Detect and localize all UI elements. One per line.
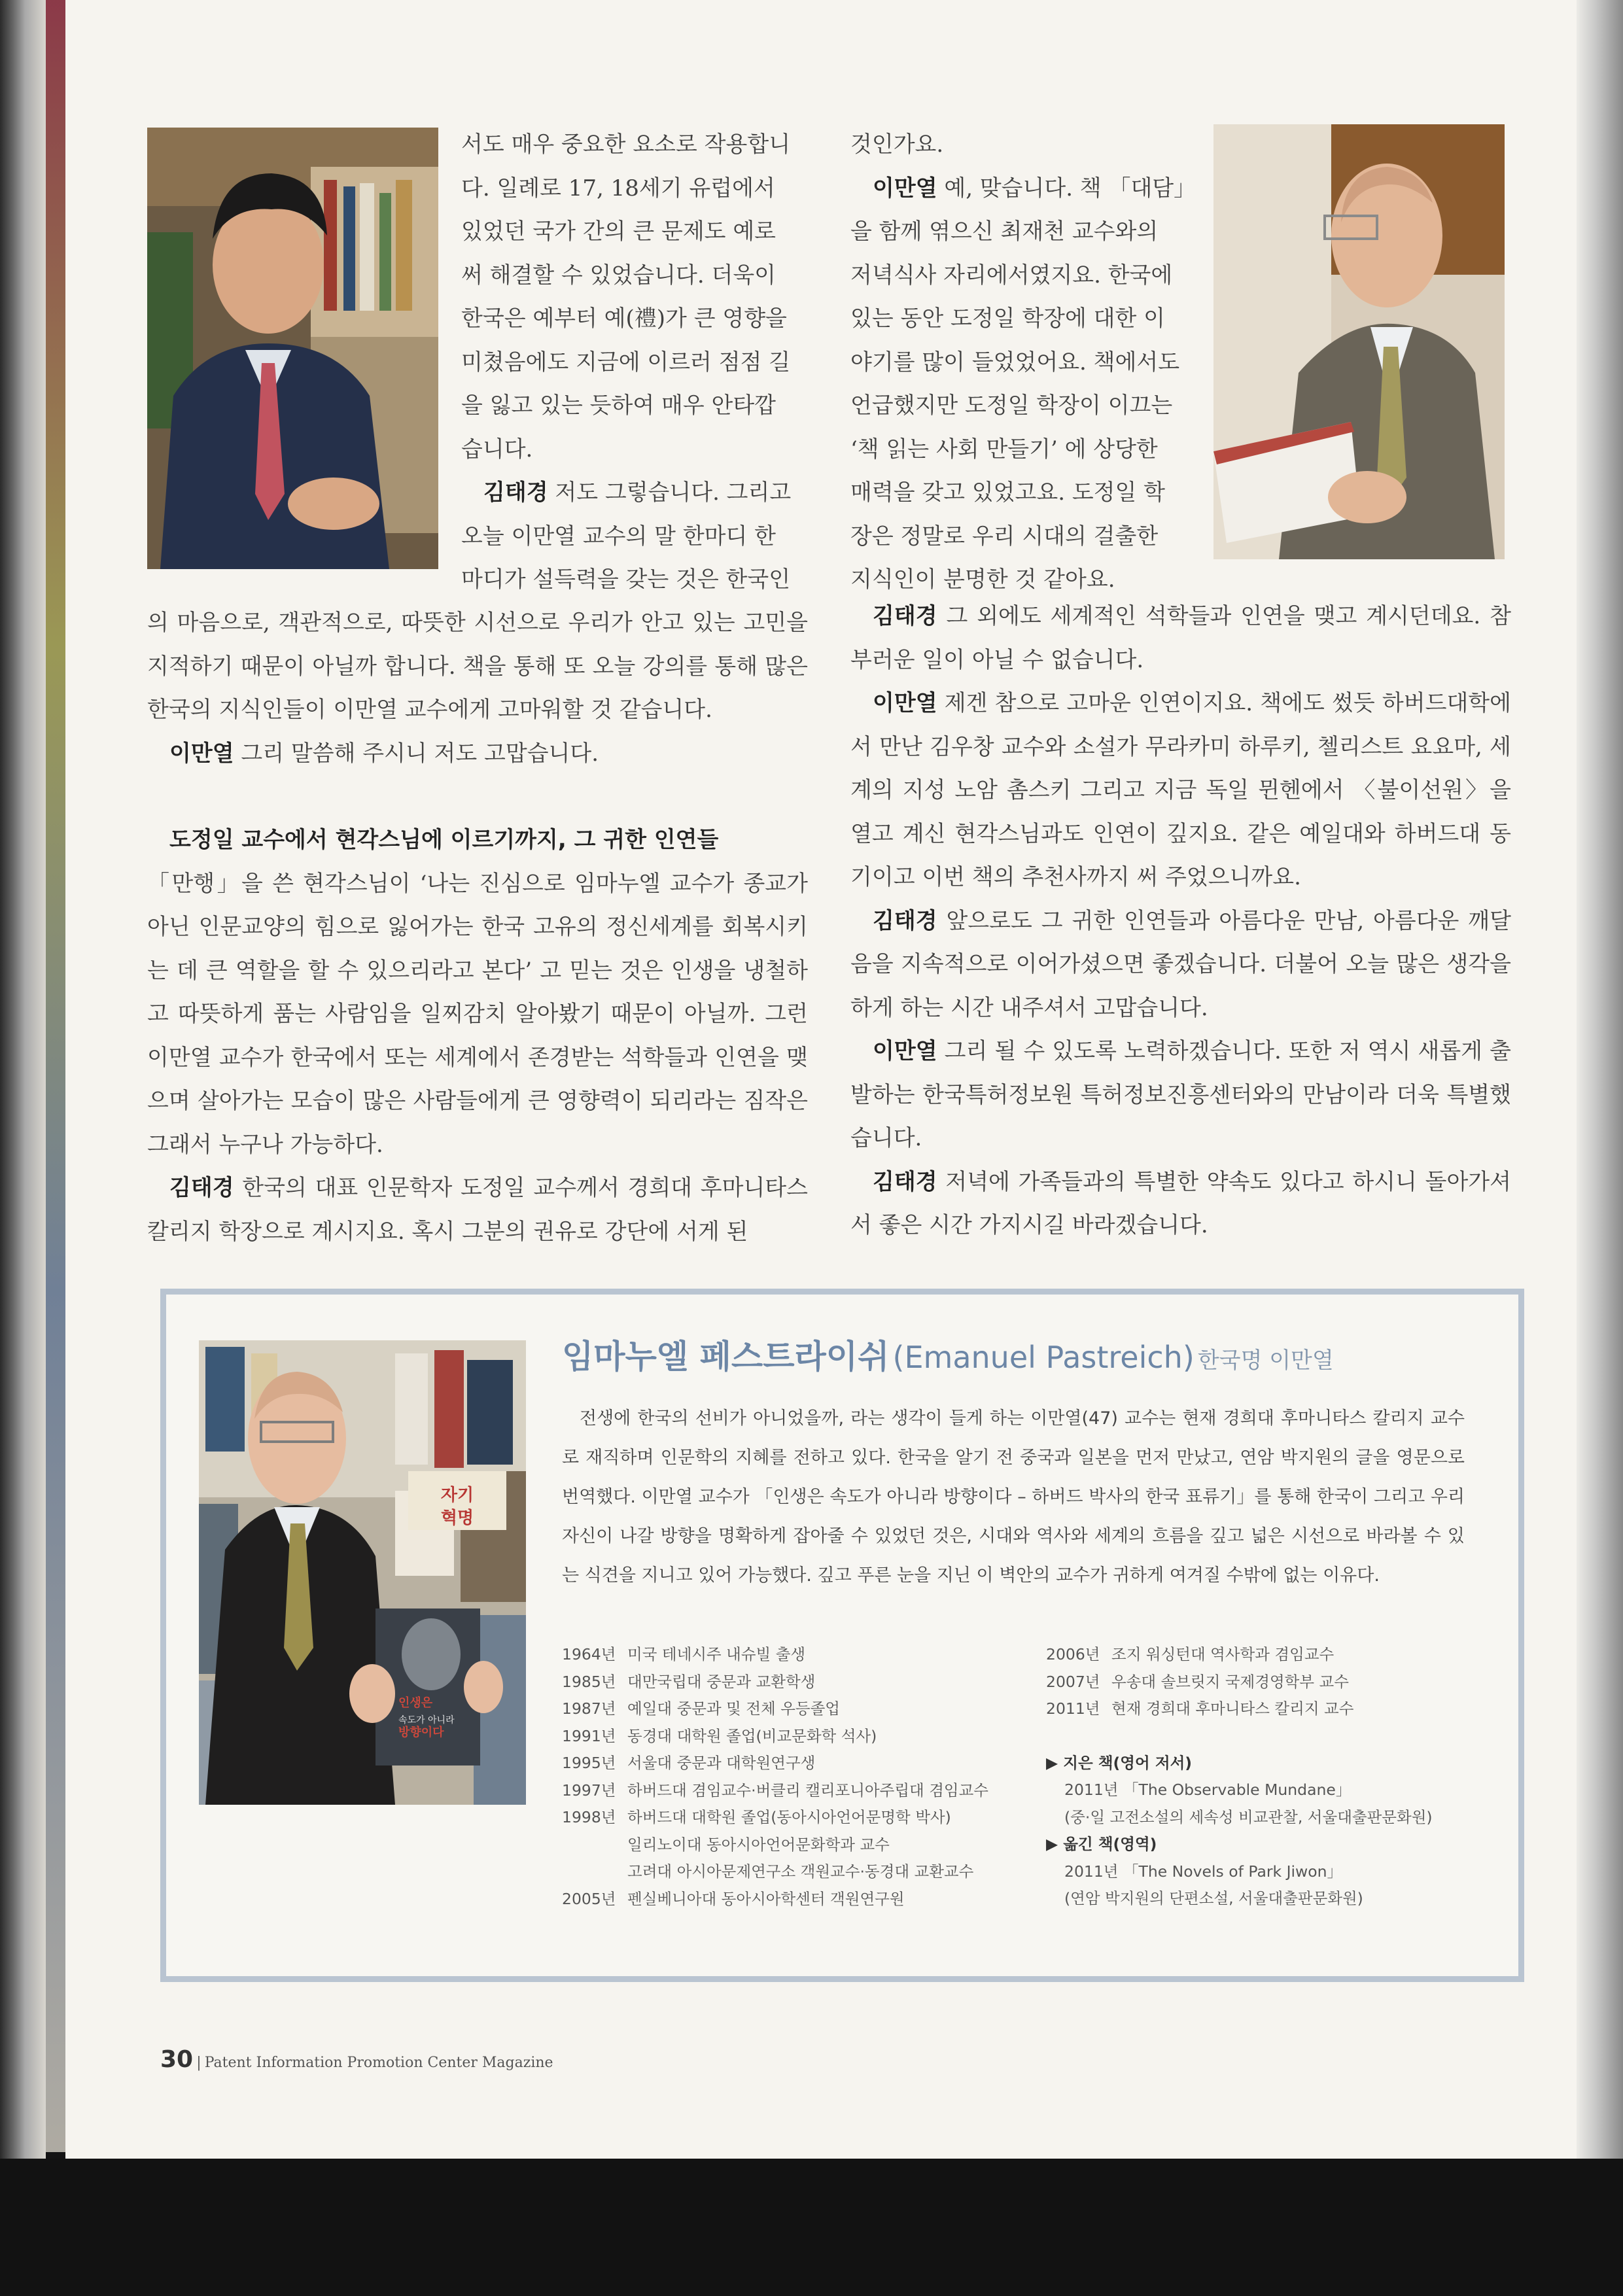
- career-year: 2005년: [562, 1889, 616, 1908]
- career-year: 2006년: [1046, 1645, 1100, 1663]
- adjacent-page-edge: [46, 0, 65, 2152]
- text-line: 것인가요.: [850, 131, 944, 158]
- dialogue-paragraph: [850, 682, 1511, 899]
- career-row: [562, 1750, 1033, 1777]
- text-line: 을 잃고 있는 듯하여 매우 안타깝: [461, 392, 777, 419]
- career-year: 2011년: [1046, 1699, 1100, 1718]
- career-row: [1046, 1641, 1478, 1669]
- speaker: 김태경: [873, 907, 937, 934]
- career-row: [562, 1641, 1033, 1669]
- speaker-lee: 이만열: [873, 175, 937, 201]
- page-number: 30: [160, 2046, 194, 2073]
- career-text: 예일대 중문과 및 전체 우등졸업: [627, 1699, 840, 1718]
- career-row: [562, 1858, 1033, 1886]
- career-year: 2007년: [1046, 1672, 1100, 1691]
- career-text: 하버드대 겸임교수·버클리 캘리포니아주립대 겸임교수: [627, 1781, 989, 1800]
- text-line: 써 해결할 수 있었습니다. 더욱이: [461, 262, 777, 288]
- dialogue-text: 앞으로도 그 귀한 인연들과 아름다운 만남, 아름다운 깨달음을 지속적으로 이어가셨으면 좋겠습니다. 더불어 오늘 많은 생각을 하게 하는 시간 내주셔서 고맙습니다.: [850, 907, 1511, 1021]
- books-item-note: (중·일 고전소설의 세속성 비교관찰, 서울대출판문화원): [1064, 1807, 1433, 1826]
- photo-kim-taekyung: [147, 128, 438, 569]
- career-row: [562, 1696, 1033, 1723]
- profile-name-english: (Emanuel Pastreich): [892, 1340, 1195, 1375]
- scan-background: [0, 2159, 1623, 2296]
- left-column-wrap: [461, 123, 808, 602]
- career-text: 현재 경희대 후마니타스 칼리지 교수: [1111, 1699, 1354, 1718]
- text-line: 을 함께 엮으신 최재천 교수와의: [850, 218, 1159, 245]
- list-spacer: [1046, 1723, 1478, 1750]
- career-text: 대만국립대 중문과 교환학생: [627, 1672, 816, 1691]
- career-row: [562, 1886, 1033, 1913]
- career-year: 1985년: [562, 1672, 616, 1691]
- text-line: 장은 정말로 우리 시대의 걸출한: [850, 523, 1159, 549]
- dialogue-paragraph: [850, 899, 1511, 1030]
- translations-heading: ▶ 옮긴 책(영역): [1046, 1835, 1157, 1853]
- profile-korean-name: 한국명 이만열: [1197, 1348, 1334, 1374]
- career-text: 펜실베니아대 동아시아학센터 객원연구원: [627, 1889, 905, 1908]
- dialogue-paragraph: [850, 595, 1511, 682]
- dialogue-paragraph: [850, 1160, 1511, 1247]
- career-row: [562, 1832, 1033, 1859]
- text-line: ‘책 읽는 사회 만들기’ 에 상당한: [850, 436, 1158, 462]
- book-title-top: 자기: [440, 1486, 474, 1505]
- career-list-left: [562, 1641, 1033, 1913]
- text-line: 저녁식사 자리에서였지요. 한국에: [850, 262, 1173, 288]
- speaker: 김태경: [873, 603, 937, 629]
- profile-intro: 전생에 한국의 선비가 아니었을까, 라는 생각이 들게 하는 이만열(47) 교수는 현재 경희대 후마니타스 칼리지 교수로 재직하며 인문학의 지혜를 전하고 있다. 한국을 알기 전 중국과 일본을 먼저 만났고, 연암 박지원의 글을 영문으로 번역했다. 이만열 교수가 「인생은 속도가 아니라 방향이다 – 하버드 박사의 한국 표류기」를 통해 한국이 그리고 우리 자신이 나갈 방향을 명확하게 잡아줄 수 있었던 것은, 시대와 역사와 세계의 흐름을 깊고 넓은 시선으로 바라볼 수 있는 식견을 지니고 있어 가능했다. 깊고 푸른 눈을 지닌 이 벽안의 교수가 귀하게 여겨질 수밖에 없는 이유다.: [562, 1408, 1465, 1586]
- text-line: 야기를 많이 들었었어요. 책에서도: [850, 349, 1180, 375]
- career-text: 미국 테네시주 내슈빌 출생: [627, 1645, 806, 1663]
- text-line: 미쳤음에도 지금에 이르러 점점 길: [461, 349, 791, 375]
- career-row: [562, 1669, 1033, 1696]
- book-title-bottom: 혁명: [440, 1508, 474, 1528]
- career-text: 동경대 대학원 졸업(비교문화학 석사): [627, 1726, 877, 1745]
- footer-separator: |: [196, 2055, 201, 2071]
- kim-question: [147, 1166, 808, 1253]
- text-line: 습니다.: [461, 436, 533, 462]
- career-text: 서울대 중문과 대학원연구생: [627, 1754, 816, 1772]
- profile-title: [562, 1331, 1334, 1378]
- kim-reply-start: [461, 471, 808, 515]
- text-line: 마디가 설득력을 갖는 것은 한국인: [461, 566, 791, 593]
- book-cover-text-2: 속도가 아니라: [398, 1715, 455, 1726]
- reply-text: 저도 그렇습니다. 그리고: [548, 479, 792, 506]
- career-year: 1997년: [562, 1781, 616, 1800]
- career-text: 하버드대 대학원 졸업(동아시아언어문명학 박사): [627, 1808, 951, 1826]
- career-year: 1964년: [562, 1645, 616, 1663]
- reply-text: 예, 맞습니다. 책 「대담」: [937, 175, 1196, 201]
- lee-reply: [147, 732, 808, 776]
- speaker: 김태경: [873, 1168, 937, 1195]
- career-year: [562, 1832, 627, 1859]
- career-year: 1991년: [562, 1726, 616, 1745]
- career-row: [562, 1723, 1033, 1750]
- text-line: 오늘 이만열 교수의 말 한마디 한: [461, 523, 777, 549]
- page-right-edge: [1577, 0, 1623, 2159]
- career-text: 우송대 솔브릿지 국제경영학부 교수: [1111, 1672, 1349, 1691]
- text-line: 서도 매우 중요한 요소로 작용합니: [461, 131, 791, 158]
- dialogue-text: 저녁에 가족들과의 특별한 약속도 있다고 하시니 돌아가셔서 좋은 시간 가지시길 바라겠습니다.: [850, 1168, 1511, 1238]
- dialogue-text: 그리 될 수 있도록 노력하겠습니다. 또한 저 역시 새롭게 출발하는 한국특허정보원 특허정보진흥센터와의 만남이라 더욱 특별했습니다.: [850, 1038, 1511, 1151]
- career-text: 조지 워싱턴대 역사학과 겸임교수: [1111, 1645, 1335, 1663]
- dialogue-text: 그 외에도 세계적인 석학들과 인연을 맺고 계시던데요. 참 부러운 일이 아닐 수 없습니다.: [850, 603, 1511, 673]
- book-cover-text-1: 인생은: [398, 1696, 433, 1710]
- career-text: 일리노이대 동아시아언어문화학과 교수: [627, 1835, 890, 1854]
- text-line: 언급했지만 도정일 학장이 이끄는: [850, 392, 1173, 419]
- paragraph-spacer: [147, 775, 808, 818]
- text-line: 다. 일례로 17, 18세기 유럽에서: [461, 175, 775, 201]
- speaker: 이만열: [873, 690, 937, 716]
- right-column-body: [850, 595, 1511, 1247]
- magazine-name: Patent Information Promotion Center Magazine: [204, 2055, 553, 2071]
- career-year: [562, 1858, 627, 1886]
- text-line: 한국은 예부터 예(禮)가 큰 영향을: [461, 305, 787, 332]
- translations-item-note: (연암 박지원의 단편소설, 서울대출판문화원): [1064, 1889, 1363, 1907]
- question-text: 한국의 대표 인문학자 도정일 교수께서 경희대 후마니타스 칼리지 학장으로 계시지요. 혹시 그분의 권유로 강단에 서게 된: [147, 1175, 808, 1245]
- dialogue-paragraph: [850, 1030, 1511, 1160]
- lee-reply-start: [850, 167, 1197, 211]
- right-column-wrap: [850, 123, 1197, 602]
- dialogue-text: 제겐 참으로 고마운 인연이지요. 책에도 썼듯 하버드대학에서 만난 김우창 교수와 소설가 무라카미 하루키, 첼리스트 요요마, 세계의 지성 노암 촘스키 그리고 지금 독일 뮌헨에서 〈불이선원〉을 열고 계신 현각스님과도 인연이 깊지요. 같은 예일대와 하버드대 동기이고 이번 책의 추천사까지 써 주었으니까요.: [850, 690, 1511, 890]
- books-heading: ▶ 지은 책(영어 저서): [1046, 1753, 1193, 1772]
- career-row: [562, 1777, 1033, 1805]
- career-row: [1046, 1696, 1478, 1723]
- career-year: 1998년: [562, 1808, 616, 1826]
- text-line: 지식인이 분명한 것 같아요.: [850, 566, 1115, 593]
- career-year: 1995년: [562, 1754, 616, 1772]
- books-item: 2011년 「The Observable Mundane」: [1064, 1781, 1352, 1799]
- page-footer: [160, 2046, 553, 2073]
- career-list-right: [1046, 1641, 1478, 1913]
- speaker-lee: 이만열: [169, 740, 234, 767]
- speaker: 이만열: [873, 1038, 937, 1064]
- profile-box: [160, 1289, 1524, 1982]
- translations-item: 2011년 「The Novels of Park Jiwon」: [1064, 1862, 1343, 1881]
- profile-name-korean: 임마누엘 페스트라이쉬: [562, 1338, 890, 1376]
- speaker-kim: 김태경: [169, 1175, 234, 1201]
- text-line: 있었던 국가 간의 큰 문제도 예로: [461, 218, 777, 245]
- career-row: [562, 1804, 1033, 1832]
- kim-reply-continuation: 의 마음으로, 객관적으로, 따뜻한 시선으로 우리가 안고 있는 고민을 지적하기 때문이 아닐까 합니다. 책을 통해 또 오늘 강의를 통해 많은 한국의 지식인들이 이만열 교수에게 고마워할 것 같습니다.: [147, 610, 808, 723]
- career-text: 고려대 아시아문제연구소 객원교수·동경대 교환교수: [627, 1862, 974, 1881]
- reply-text: 그리 말씀해 주시니 저도 고맙습니다.: [234, 740, 599, 767]
- career-year: 1987년: [562, 1699, 616, 1718]
- book-spine-shadow: [0, 0, 46, 2159]
- photo-emanuel-pastreich-interview: [1213, 124, 1505, 559]
- photo-pastreich-with-book: [199, 1340, 526, 1805]
- career-row: [1046, 1669, 1478, 1696]
- left-column-body: [147, 601, 808, 1253]
- section-body: 「만행」을 쓴 현각스님이 ‘나는 진심으로 임마누엘 교수가 종교가 아닌 인문교양의 힘으로 잃어가는 한국 고유의 정신세계를 회복시키는 데 큰 역할을 할 수 있으리라고 본다’ 고 믿는 것은 인생을 냉철하고 따뜻하게 품는 사람임을 일찌감치 알아봤기 때문이 아닐까. 그런 이만열 교수가 한국에서 또는 세계에서 존경받는 석학들과 인연을 맺으며 살아가는 모습이 많은 사람들에게 큰 영향력이 되리라는 짐작은 그래서 누구나 가능하다.: [147, 870, 808, 1158]
- text-line: 있는 동안 도정일 학장에 대한 이: [850, 305, 1166, 332]
- section-heading: 도정일 교수에서 현각스님에 이르기까지, 그 귀한 인연들: [169, 827, 719, 853]
- speaker-kim: 김태경: [483, 479, 548, 506]
- book-cover-text-3: 방향이다: [398, 1726, 444, 1739]
- text-line: 매력을 갖고 있었고요. 도정일 학: [850, 479, 1166, 506]
